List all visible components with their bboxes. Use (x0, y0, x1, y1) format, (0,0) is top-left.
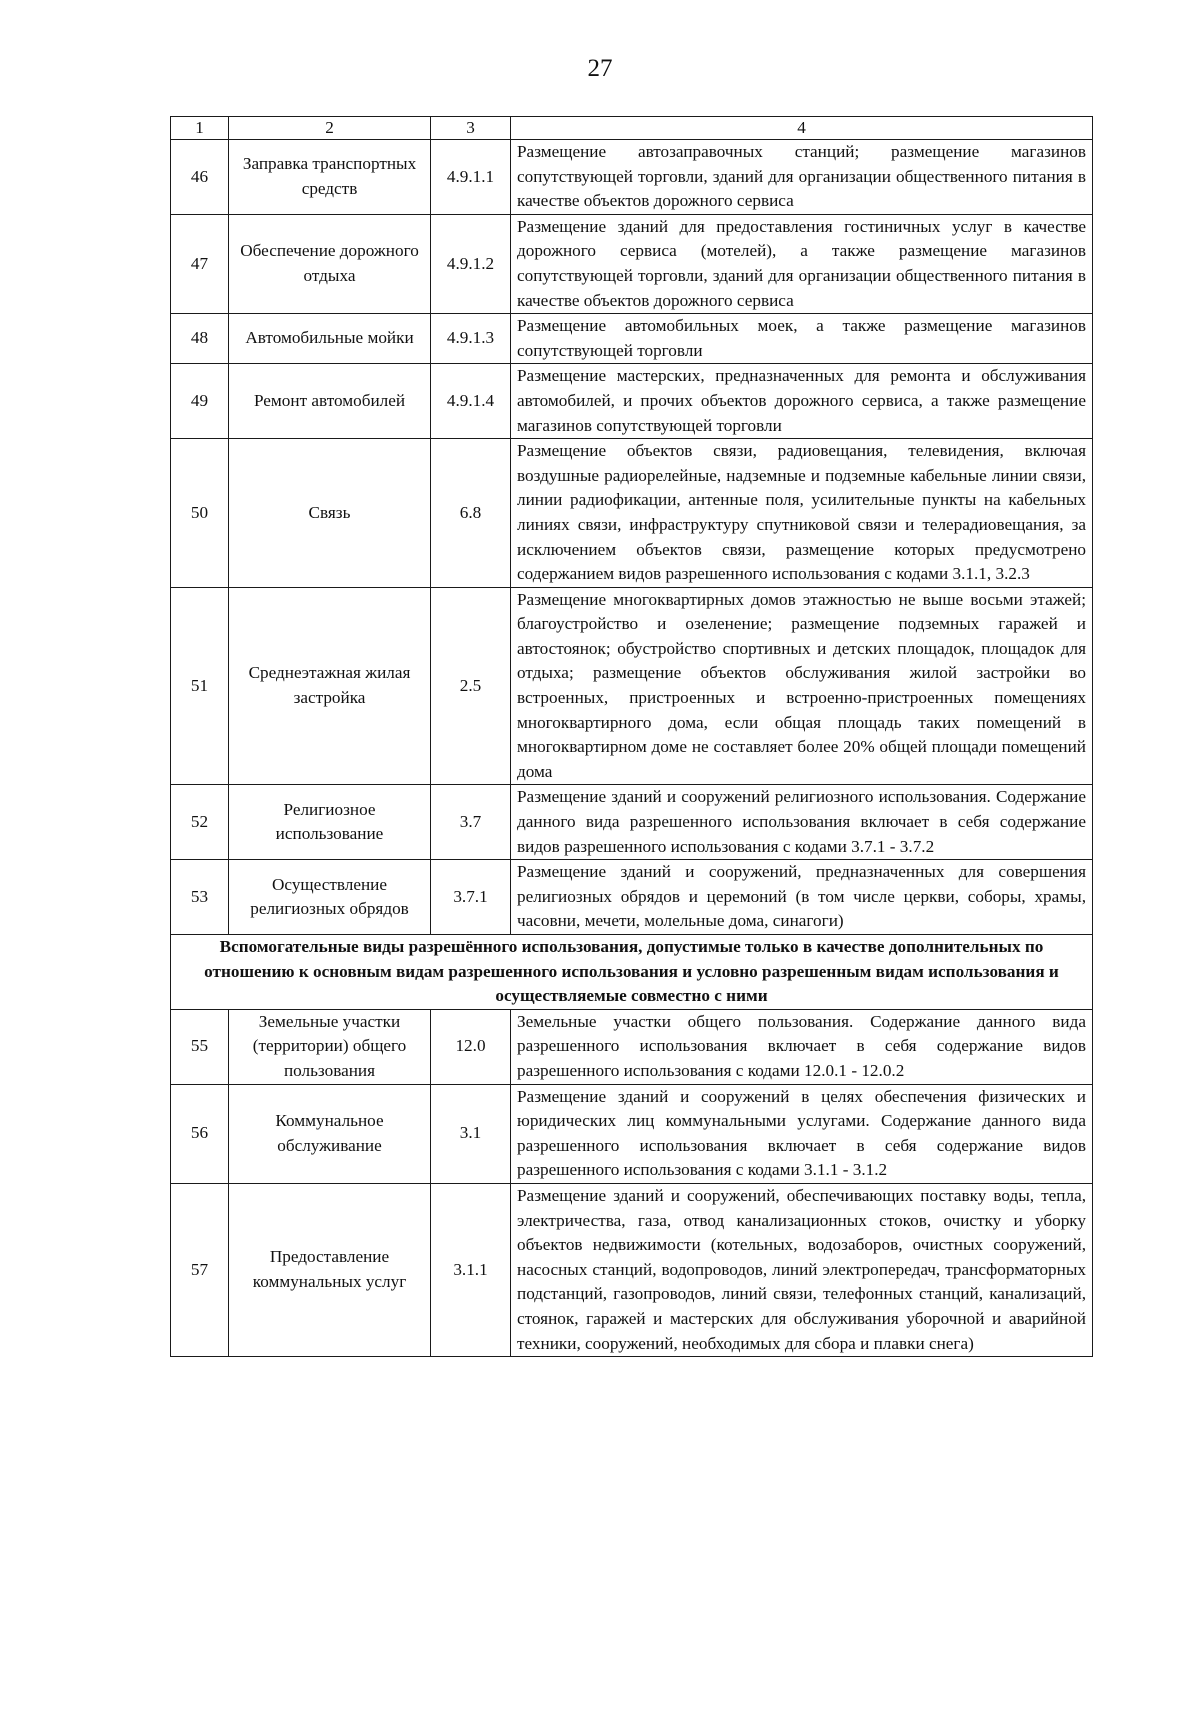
use-type-name: Коммунальное обслуживание (229, 1084, 431, 1183)
table-header-row (171, 117, 1093, 140)
row-number: 48 (171, 314, 229, 364)
section-title: Вспомогательные виды разрешённого использования, допустимые только в качестве дополнительных по отношению к основным видам разрешенного использования и условно разрешенным видам использования и осуществляемые совместно с ними (171, 935, 1093, 1010)
row-number: 47 (171, 214, 229, 313)
header-col-4: 4 (511, 117, 1093, 140)
header-col-2: 2 (229, 117, 431, 140)
use-type-name: Осуществление религиозных обрядов (229, 860, 431, 935)
use-type-description: Размещение зданий и сооружений религиозного использования. Содержание данного вида разрешенного использования включает в себя содержание видов разрешенного использования с кодами 3.7.1 - 3.7.2 (511, 785, 1093, 860)
use-type-name: Автомобильные мойки (229, 314, 431, 364)
header-col-3: 3 (431, 117, 511, 140)
table-row (171, 1084, 1093, 1183)
use-type-description: Размещение многоквартирных домов этажностью не выше восьми этажей; благоустройство и озеленение; размещение подземных гаражей и автостоянок; обустройство спортивных и детских площадок, площадок для отдыха; размещение объектов обслуживания жилой застройки во встроенных, пристроенных и встроенно-пристроенных помещениях многоквартирного дома, если общая площадь таких помещений в многоквартирном доме не составляет более 20% общей площади помещений дома (511, 587, 1093, 785)
use-type-code: 3.7 (431, 785, 511, 860)
use-type-description: Размещение зданий и сооружений в целях обеспечения физических и юридических лиц коммунальными услугами. Содержание данного вида разрешенного использования включает в себя содержание видов разрешенного использования с кодами 3.1.1 - 3.1.2 (511, 1084, 1093, 1183)
use-type-description: Размещение автомобильных моек, а также размещение магазинов сопутствующей торговли (511, 314, 1093, 364)
use-type-name: Земельные участки (территории) общего пользования (229, 1009, 431, 1084)
page-number: 27 (587, 55, 613, 82)
use-type-code: 4.9.1.1 (431, 140, 511, 215)
use-type-description: Размещение объектов связи, радиовещания, телевидения, включая воздушные радиорелейные, надземные и подземные кабельные линии связи, линии радиофикации, антенные поля, усилительные пункты на кабельных линиях связи, инфраструктуру спутниковой связи и телерадиовещания, за исключением объектов связи, размещение которых предусмотрено содержанием видов разрешенного использования с кодами 3.1.1, 3.2.3 (511, 439, 1093, 588)
row-number: 52 (171, 785, 229, 860)
use-type-description: Земельные участки общего пользования. Содержание данного вида разрешенного использования включает в себя содержание видов разрешенного использования с кодами 12.0.1 - 12.0.2 (511, 1009, 1093, 1084)
row-number: 55 (171, 1009, 229, 1084)
table-row (171, 439, 1093, 588)
use-type-name: Заправка транспортных средств (229, 140, 431, 215)
use-type-code: 4.9.1.2 (431, 214, 511, 313)
use-type-description: Размещение зданий и сооружений, обеспечивающих поставку воды, тепла, электричества, газа, отвод канализационных стоков, очистку и уборку объектов недвижимости (котельных, водозаборов, очистных сооружений, насосных станций, водопроводов, линий электропередач, трансформаторных подстанций, газопроводов, линий связи, телефонных станций, канализаций, стоянок, гаражей и мастерских для обслуживания уборочной и аварийной техники, сооружений, необходимых для сбора и плавки снега) (511, 1183, 1093, 1356)
table-row (171, 214, 1093, 313)
use-type-code: 3.1.1 (431, 1183, 511, 1356)
use-type-name: Религиозное использование (229, 785, 431, 860)
table-row (171, 140, 1093, 215)
use-type-code: 12.0 (431, 1009, 511, 1084)
use-type-name: Ремонт автомобилей (229, 364, 431, 439)
use-type-description: Размещение зданий для предоставления гостиничных услуг в качестве дорожного сервиса (мотелей), а также размещение магазинов сопутствующей торговли, зданий для организации общественного питания в качестве объектов дорожного сервиса (511, 214, 1093, 313)
use-type-code: 4.9.1.3 (431, 314, 511, 364)
use-type-code: 3.7.1 (431, 860, 511, 935)
use-type-code: 4.9.1.4 (431, 364, 511, 439)
table-row (171, 587, 1093, 785)
table-row (171, 860, 1093, 935)
use-type-code: 3.1 (431, 1084, 511, 1183)
header-col-1: 1 (171, 117, 229, 140)
table-row (171, 785, 1093, 860)
table-row (171, 314, 1093, 364)
row-number: 57 (171, 1183, 229, 1356)
table-row (171, 1009, 1093, 1084)
use-type-name: Предоставление коммунальных услуг (229, 1183, 431, 1356)
use-type-name: Связь (229, 439, 431, 588)
use-type-description: Размещение зданий и сооружений, предназначенных для совершения религиозных обрядов и церемоний (в том числе церкви, соборы, храмы, часовни, мечети, молельные дома, синагоги) (511, 860, 1093, 935)
section-header-row (171, 935, 1093, 1010)
use-type-description: Размещение мастерских, предназначенных для ремонта и обслуживания автомобилей, и прочих объектов дорожного сервиса, а также размещение магазинов сопутствующей торговли (511, 364, 1093, 439)
table-row (171, 364, 1093, 439)
use-type-code: 6.8 (431, 439, 511, 588)
row-number: 51 (171, 587, 229, 785)
row-number: 53 (171, 860, 229, 935)
use-type-name: Среднеэтажная жилая застройка (229, 587, 431, 785)
row-number: 46 (171, 140, 229, 215)
use-type-description: Размещение автозаправочных станций; размещение магазинов сопутствующей торговли, зданий для организации общественного питания в качестве объектов дорожного сервиса (511, 140, 1093, 215)
row-number: 50 (171, 439, 229, 588)
use-type-name: Обеспечение дорожного отдыха (229, 214, 431, 313)
row-number: 56 (171, 1084, 229, 1183)
table-row (171, 1183, 1093, 1356)
row-number: 49 (171, 364, 229, 439)
land-use-table (170, 116, 1093, 1357)
use-type-code: 2.5 (431, 587, 511, 785)
